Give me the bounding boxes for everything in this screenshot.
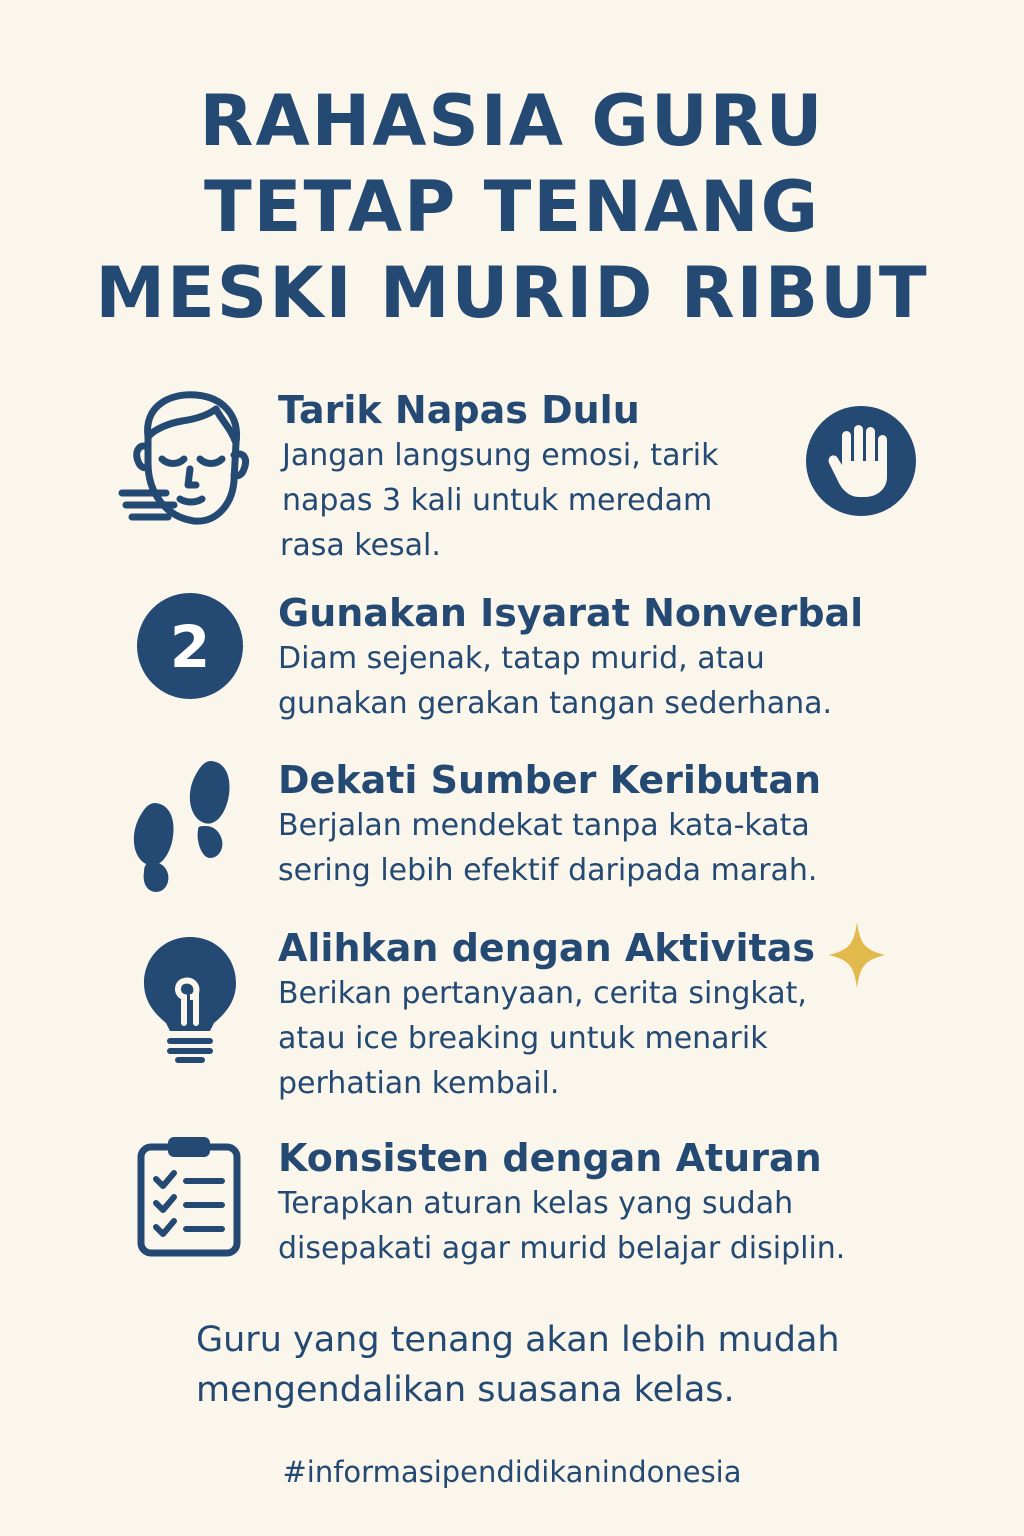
title-line-2: TETAP TENANG (203, 166, 821, 248)
tip-text-line: atau ice breaking untuk menarik (278, 1021, 768, 1056)
breathing-face-icon (118, 385, 250, 530)
lightbulb-icon (140, 935, 240, 1063)
tip-text-line: Jangan langsung emosi, tarik (282, 438, 719, 473)
footprints-icon (130, 758, 238, 896)
tip-text-line: Terapkan aturan kelas yang sudah (278, 1186, 794, 1221)
title-line-1: RAHASIA GURU (199, 80, 825, 162)
tip-1 (278, 387, 878, 568)
tip-3 (278, 757, 878, 893)
tip-heading: Dekati Sumber Keributan (278, 758, 822, 802)
number-badge-text: 2 (169, 613, 211, 681)
tip-heading: Gunakan Isyarat Nonverbal (278, 591, 864, 635)
raised-hand-icon (805, 405, 917, 517)
tip-text-line: sering lebih efektif daripada marah. (278, 853, 818, 888)
tip-5 (278, 1135, 878, 1271)
tip-text-line: napas 3 kali untuk meredam (282, 483, 713, 518)
tip-text-line: perhatian kembail. (278, 1066, 560, 1101)
checklist-clipboard-icon (136, 1135, 242, 1257)
hashtag: #informasipendidikanindonesia (282, 1455, 742, 1489)
title-line-3: MESKI MURID RIBUT (95, 252, 929, 334)
closing-message (196, 1315, 916, 1415)
tip-text-line: disepakati agar murid belajar disiplin. (278, 1231, 846, 1266)
tip-text-line: gunakan gerakan tangan sederhana. (278, 686, 833, 721)
tip-heading: Konsisten dengan Aturan (278, 1136, 822, 1180)
tip-heading: Alihkan dengan Aktivitas (278, 926, 815, 970)
tip-text-line: Berjalan mendekat tanpa kata-kata (278, 808, 810, 843)
sparkle-icon (827, 920, 887, 990)
tip-text-line: Diam sejenak, tatap murid, atau (278, 641, 765, 676)
closing-line-1: Guru yang tenang akan lebih mudah (196, 1320, 840, 1360)
number-2-icon (137, 593, 243, 699)
tip-text-line: Berikan pertanyaan, cerita singkat, (278, 976, 807, 1011)
tip-heading: Tarik Napas Dulu (278, 388, 640, 432)
tip-2 (278, 590, 878, 726)
tip-4 (278, 925, 878, 1106)
closing-line-2: mengendalikan suasana kelas. (196, 1370, 735, 1410)
tip-text-line: rasa kesal. (280, 528, 441, 563)
page-title (0, 78, 1024, 336)
